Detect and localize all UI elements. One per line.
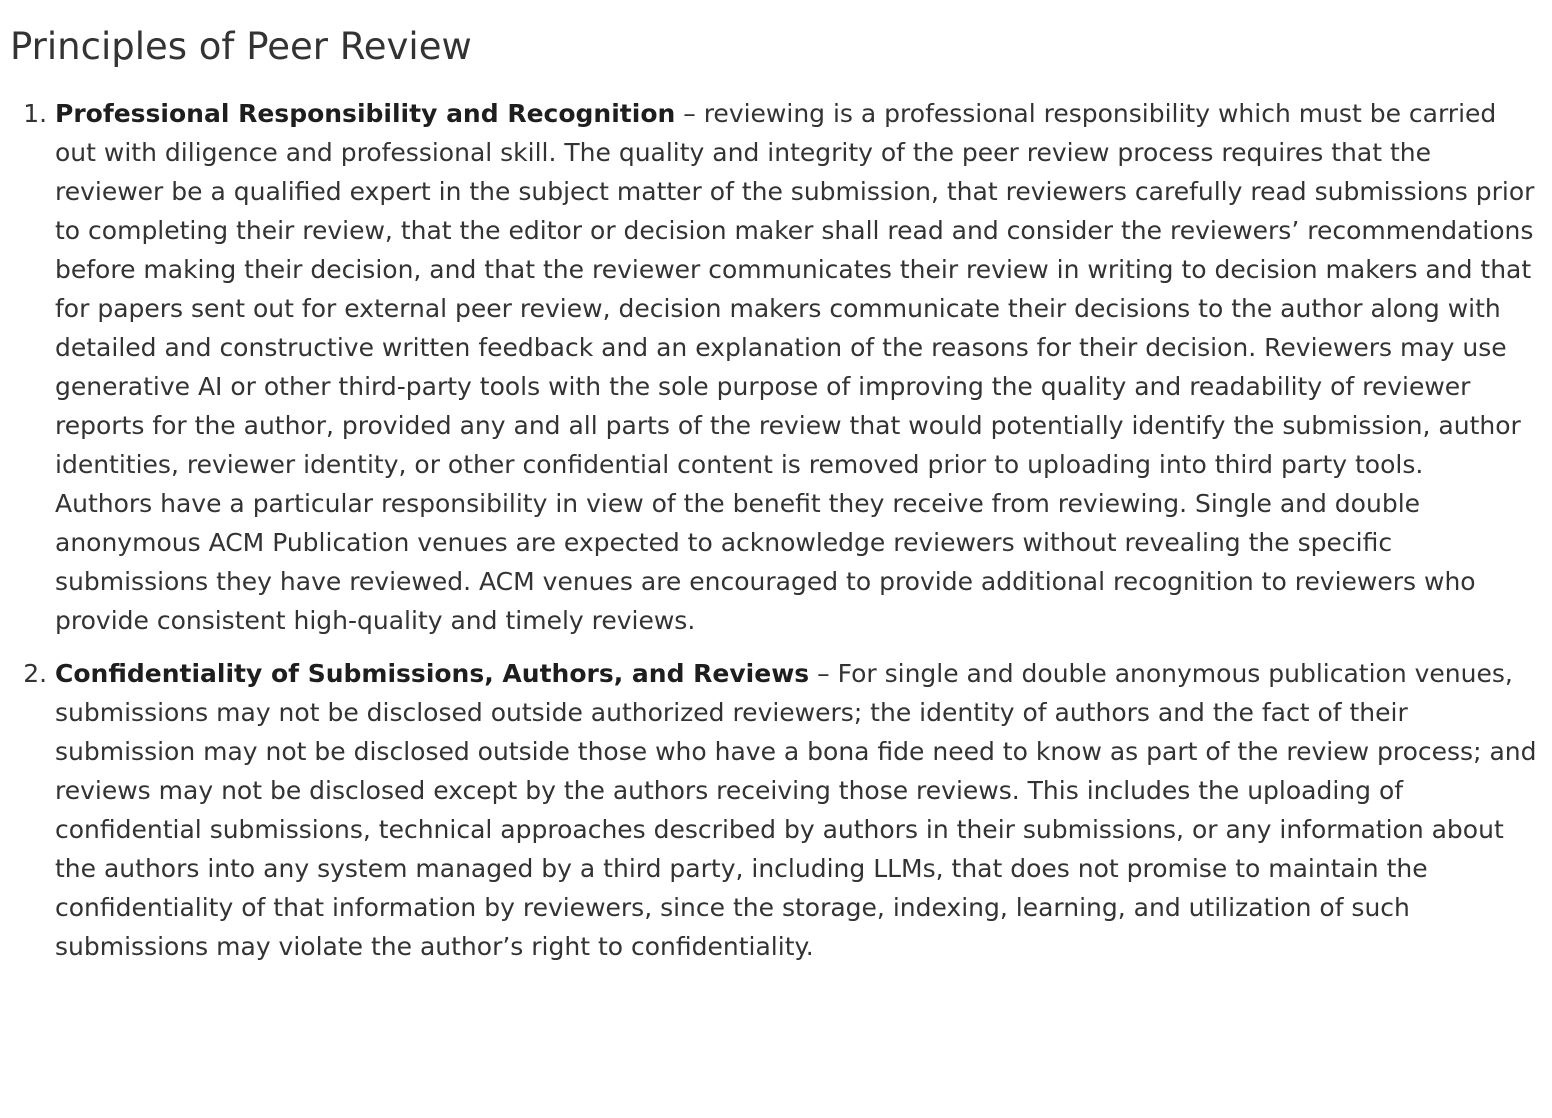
principle-text: reviewing is a professional responsibility which must be carried out with diligence and professional skill. The quality and integrity of the peer review process requires that the reviewer be a qualified expert in the subject matter of the submission, that reviewers carefully read submissions prior to completing their review, that the editor or decision maker shall read and consider the reviewers’ recommendations before making their decision, and that the reviewer communicates their review in writing to decision makers and that for papers sent out for external peer review, decision makers communicate their decisions to the author along with detailed and constructive written feedback and an explanation of the reasons for their decision. Reviewers may use generative AI or other third-party tools with the sole purpose of improving the quality and readability of reviewer reports for the author, provided any and all parts of the review that would potentially identify the submission, author identities, reviewer identity, or other confidential content is removed prior to uploading into third party tools.	[55, 99, 1535, 479]
principles-list	[10, 94, 1542, 966]
principle-item-professional-responsibility	[55, 94, 1542, 640]
principle-item-confidentiality	[55, 654, 1542, 966]
principle-text: For single and double anonymous publication venues, submissions may not be disclosed outside authorized reviewers; the identity of authors and the fact of their submission may not be disclosed outside those who have a bona fide need to know as part of the review process; and reviews may not be disclosed except by the authors receiving those reviews. This includes the uploading of confidential submissions, technical approaches described by authors in their submissions, or any information about the authors into any system managed by a third party, including LLMs, that does not promise to maintain the confidentiality of that information by reviewers, since the storage, indexing, learning, and utilization of such submissions may violate the author’s right to confidentiality.	[55, 659, 1537, 961]
principle-separator: –	[675, 99, 704, 128]
principle-term: Professional Responsibility and Recognition	[55, 99, 676, 128]
principle-text-recognition: Authors have a particular responsibility in view of the benefit they receive from reviewing. Single and double anonymous ACM Publication venues are expected to acknowledge reviewers without revealing the specific submissions they have reviewed. ACM venues are encouraged to provide additional recognition to reviewers who provide consistent high-quality and timely reviews.	[55, 489, 1476, 635]
page-title: Principles of Peer Review	[10, 25, 472, 68]
principle-separator: –	[809, 659, 838, 688]
principle-term: Confidentiality of Submissions, Authors, and Reviews	[55, 659, 810, 688]
